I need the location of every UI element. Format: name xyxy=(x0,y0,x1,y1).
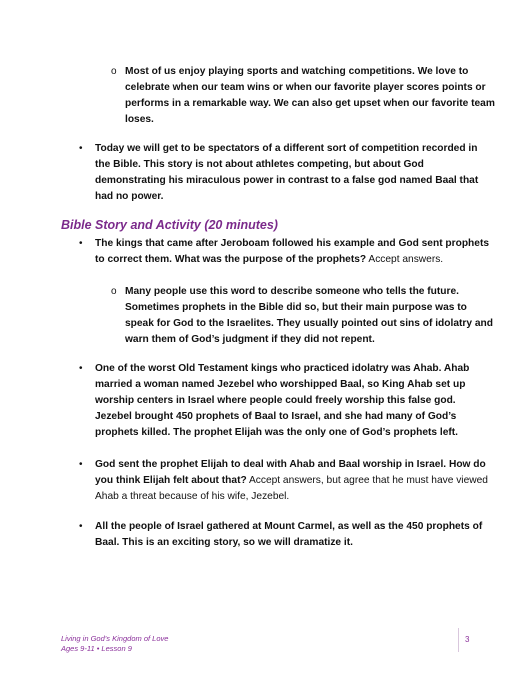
section-heading: Bible Story and Activity (20 minutes) xyxy=(61,218,278,232)
paragraph-ahab: One of the worst Old Testament kings who practiced idolatry was Ahab. Ahab married a woman named Jezebel who worshipped Baal, so King Ahab set up worship centers in Israel where people could freely worship this false god. Jezebel brought 450 prophets of Baal to Israel, and she had many of God’s prophets killed. The prophet Elijah was the only one of God’s prophets left. xyxy=(95,363,470,438)
page-number: 3 xyxy=(465,635,470,644)
paragraph-prophets-purpose: The kings that came after Jeroboam followed his example and God sent prophets to correct them. What was the purpose of the prophets? Accept answers. xyxy=(95,238,489,265)
paragraph-mount-carmel: All the people of Israel gathered at Mount Carmel, as well as the 450 prophets of Baal. This is an exciting story, so we will dramatize it. xyxy=(95,521,483,548)
bullet-marker: • xyxy=(79,143,83,154)
paragraph-spectators: Today we will get to be spectators of a different sort of competition recorded in the Bible. This story is not about athletes competing, but about God demonstrating his miraculous power in contrast to a false god named Baal that had no power. xyxy=(95,143,479,202)
bullet-marker: • xyxy=(79,459,83,470)
sub-paragraph-prophet-meaning: Many people use this word to describe someone who tells the future. Sometimes prophets in the Bible did so, but their main purpose was to speak for God to the Israelites. They usually pointed out sins of idolatry and warn them of God’s judgment if they did not repent. xyxy=(125,286,493,345)
bullet-marker: • xyxy=(79,238,83,249)
paragraph-elijah: God sent the prophet Elijah to deal with Ahab and Baal worship in Israel. How do you think Elijah felt about that? Accept answers, but agree that he must have viewed Ahab a threat because of his wife, Jezebel. xyxy=(95,459,488,502)
sub-bullet-marker: o xyxy=(111,286,117,297)
bullet-marker: • xyxy=(79,521,83,532)
bullet-marker: • xyxy=(79,363,83,374)
sub-paragraph-sports: Most of us enjoy playing sports and watching competitions. We love to celebrate when our team wins or when our favorite player scores points or performs in a remarkable way. We can also get upset when our favorite team loses. xyxy=(125,66,495,125)
footer-divider xyxy=(458,628,459,652)
sub-bullet-marker: o xyxy=(111,66,117,77)
footer-subtitle: Ages 9-11 • Lesson 9 xyxy=(61,644,132,653)
footer-title: Living in God’s Kingdom of Love xyxy=(61,634,169,643)
